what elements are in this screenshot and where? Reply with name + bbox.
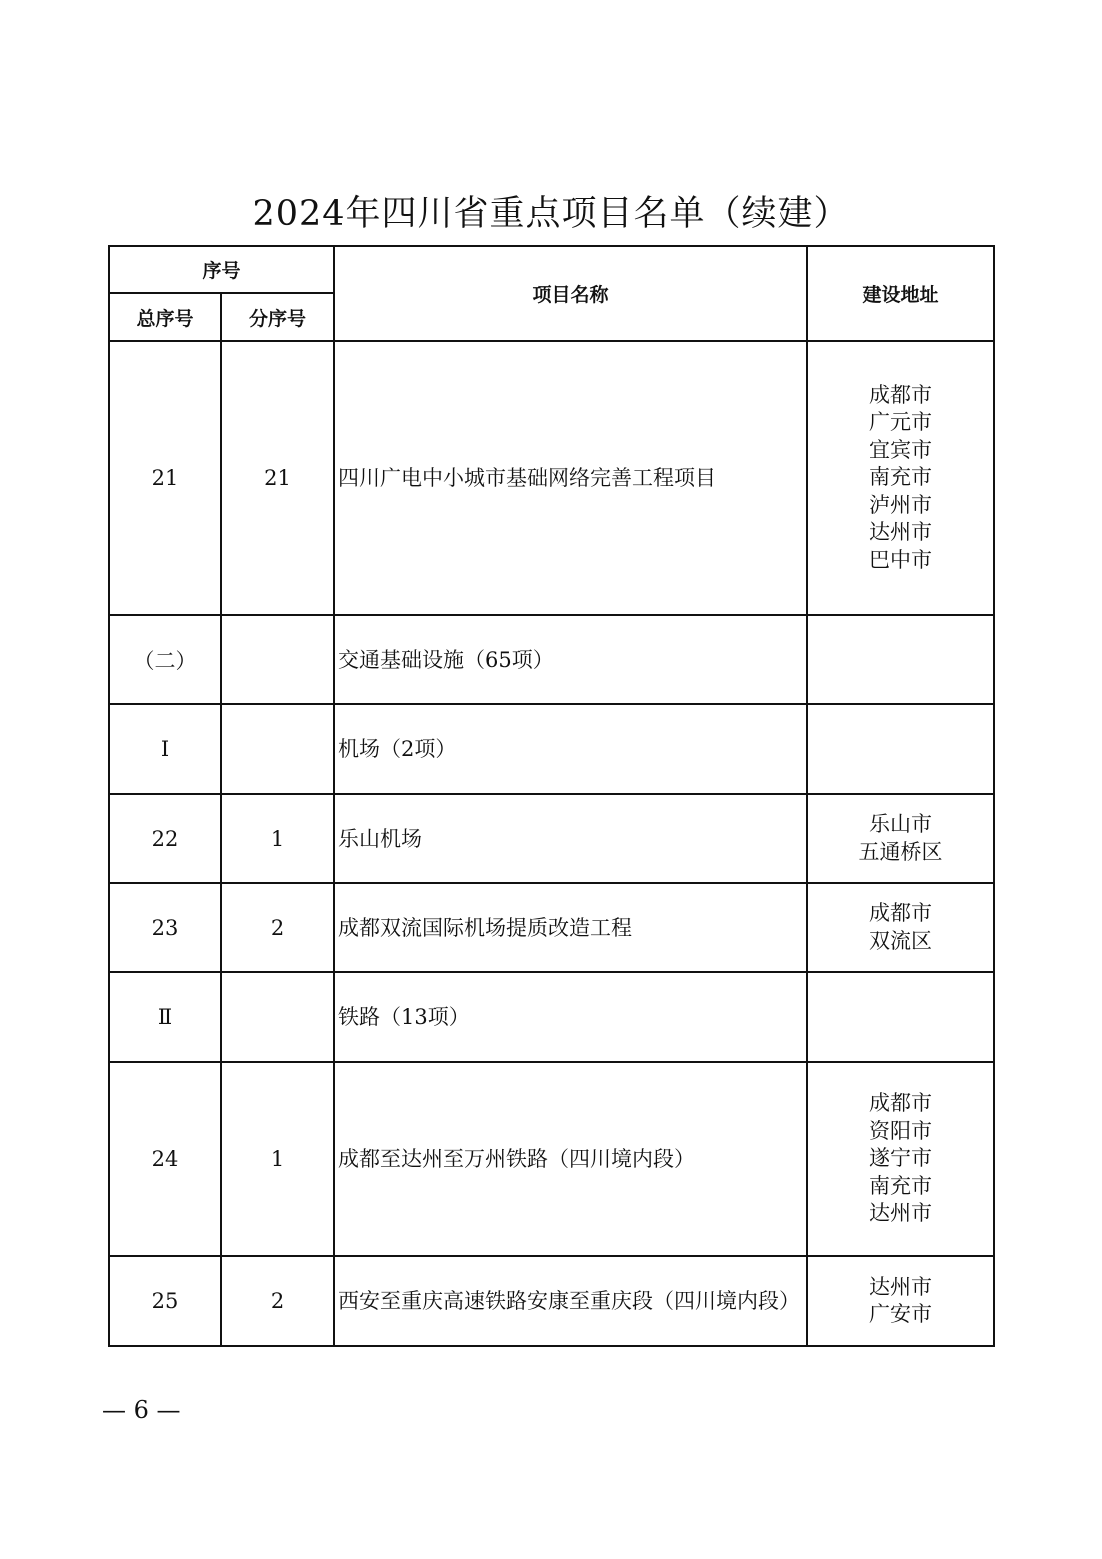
- address-line: 达州市: [869, 1274, 933, 1299]
- total-seq-cell: Ⅱ: [109, 972, 221, 1062]
- project-name-cell: 成都至达州至万州铁路（四川境内段）: [334, 1062, 807, 1256]
- address-cell: [807, 883, 994, 972]
- header-total-seq: 总序号: [109, 293, 221, 341]
- total-seq-cell: （二）: [109, 615, 221, 704]
- table-row: [109, 883, 994, 972]
- table-row: [109, 1062, 994, 1256]
- address-cell: [807, 972, 994, 1062]
- project-name-cell: 四川广电中小城市基础网络完善工程项目: [334, 341, 807, 615]
- header-address: 建设地址: [807, 246, 994, 341]
- sub-seq-cell: [221, 615, 334, 704]
- total-seq-cell: 23: [109, 883, 221, 972]
- page-title: 2024年四川省重点项目名单（续建）: [252, 194, 850, 234]
- project-name-cell: 成都双流国际机场提质改造工程: [334, 883, 807, 972]
- table-row: [109, 972, 994, 1062]
- sub-seq-cell: 2: [221, 883, 334, 972]
- address-line: 资阳市: [869, 1118, 933, 1143]
- address-line: 南充市: [869, 1173, 933, 1198]
- address-line: 宜宾市: [869, 437, 933, 462]
- address-line: 五通桥区: [858, 839, 943, 864]
- total-seq-cell: 21: [109, 341, 221, 615]
- header-seq-group: 序号: [109, 246, 334, 293]
- address-line: 泸州市: [869, 492, 933, 517]
- address-line: 巴中市: [869, 547, 933, 572]
- address-line: 成都市: [869, 901, 933, 925]
- total-seq-cell: Ⅰ: [109, 704, 221, 794]
- address-line: 乐山市: [869, 812, 933, 836]
- address-cell: [807, 794, 994, 883]
- header-project-name: 项目名称: [334, 246, 807, 341]
- sub-seq-cell: 21: [221, 341, 334, 615]
- table-row: [109, 1256, 994, 1346]
- address-cell: [807, 704, 994, 794]
- page-number: — 6 —: [102, 1396, 181, 1424]
- address-line: 遂宁市: [869, 1146, 933, 1171]
- project-table: [108, 245, 995, 1347]
- sub-seq-cell: [221, 972, 334, 1062]
- table-row: [109, 341, 994, 615]
- header-sub-seq: 分序号: [221, 293, 334, 341]
- address-line: 成都市: [869, 1091, 933, 1116]
- project-name-cell: 交通基础设施（65项）: [334, 615, 807, 704]
- table-row: [109, 615, 994, 704]
- address-cell: [807, 615, 994, 704]
- sub-seq-cell: 2: [221, 1256, 334, 1346]
- total-seq-cell: 22: [109, 794, 221, 883]
- address-line: 广安市: [869, 1302, 933, 1326]
- address-cell: [807, 341, 994, 615]
- address-cell: [807, 1062, 994, 1256]
- address-line: 南充市: [869, 465, 933, 490]
- address-line: 达州市: [869, 1201, 933, 1226]
- address-line: 双流区: [869, 928, 933, 953]
- address-cell: [807, 1256, 994, 1346]
- address-line: 达州市: [869, 520, 933, 545]
- sub-seq-cell: [221, 704, 334, 794]
- total-seq-cell: 25: [109, 1256, 221, 1346]
- total-seq-cell: 24: [109, 1062, 221, 1256]
- table-row: [109, 704, 994, 794]
- project-name-cell: 乐山机场: [334, 794, 807, 883]
- project-name-cell: 西安至重庆高速铁路安康至重庆段（四川境内段）: [334, 1256, 807, 1346]
- project-name-cell: 铁路（13项）: [334, 972, 807, 1062]
- address-line: 成都市: [869, 382, 933, 407]
- table-row: [109, 794, 994, 883]
- project-name-cell: 机场（2项）: [334, 704, 807, 794]
- address-line: 广元市: [869, 410, 933, 435]
- sub-seq-cell: 1: [221, 794, 334, 883]
- sub-seq-cell: 1: [221, 1062, 334, 1256]
